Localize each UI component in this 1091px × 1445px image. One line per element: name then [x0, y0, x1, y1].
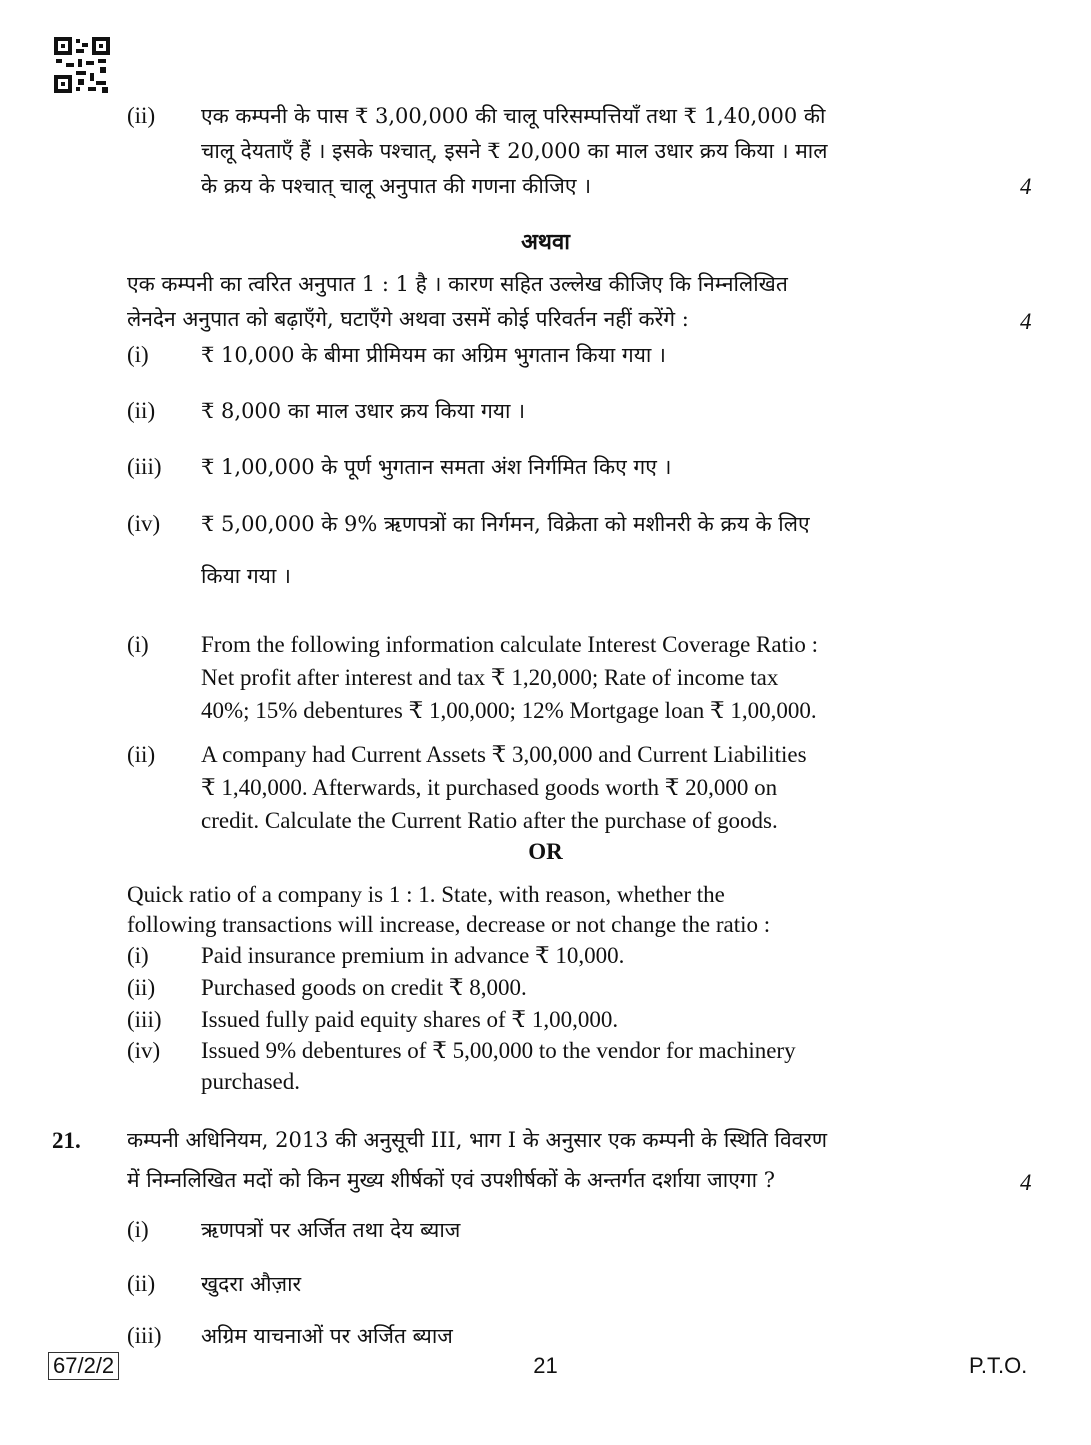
question-line: Quick ratio of a company is 1 : 1. State, with reason, whether the: [127, 882, 725, 907]
question-line: लेनदेन अनुपात को बढ़ाएँगे, घटाएँगे अथवा उसमें कोई परिवर्तन नहीं करेंगे :: [127, 307, 689, 331]
item-number: (i): [127, 632, 149, 657]
item-number: (iv): [127, 511, 161, 536]
item-number: (ii): [127, 1271, 156, 1296]
question-line: following transactions will increase, decrease or not change the ratio :: [127, 912, 771, 937]
marks: 4: [1020, 1170, 1032, 1195]
item-text: Issued fully paid equity shares of ₹ 1,00,000.: [201, 1007, 619, 1032]
question-line: के क्रय के पश्चात् चालू अनुपात की गणना कीजिए ।: [201, 174, 592, 198]
item-number: (ii): [127, 975, 156, 1000]
question-line: ₹ 1,40,000. Afterwards, it purchased goods worth ₹ 20,000 on: [201, 775, 778, 800]
item-text: ₹ 5,00,000 के 9% ऋणपत्रों का निर्गमन, विक्रेता को मशीनरी के क्रय के लिए: [201, 512, 810, 536]
question-line: एक कम्पनी के पास ₹ 3,00,000 की चालू परिसम्पत्तियाँ तथा ₹ 1,40,000 की: [201, 104, 826, 128]
item-text: खुदरा औज़ार: [201, 1272, 302, 1296]
qr-code-icon: [54, 37, 110, 93]
item-number: (i): [127, 342, 149, 367]
item-number: (i): [127, 943, 149, 968]
item-number: (ii): [127, 742, 156, 767]
item-text: अग्रिम याचनाओं पर अर्जित ब्याज: [201, 1324, 453, 1348]
item-text: Purchased goods on credit ₹ 8,000.: [201, 975, 527, 1000]
item-number: (iv): [127, 1038, 161, 1063]
or-heading-english: OR: [528, 839, 563, 864]
paper-code: 67/2/2: [48, 1352, 119, 1380]
page-number: 21: [533, 1353, 558, 1378]
item-number: (ii): [127, 398, 156, 423]
item-text: ₹ 8,000 का माल उधार क्रय किया गया ।: [201, 399, 526, 423]
question-line: Net profit after interest and tax ₹ 1,20,000; Rate of income tax: [201, 665, 779, 690]
item-text: ₹ 1,00,000 के पूर्ण भुगतान समता अंश निर्गमित किए गए ।: [201, 455, 672, 479]
or-heading-hindi: अथवा: [521, 229, 570, 255]
item-number: (iii): [127, 1007, 162, 1032]
question-line: credit. Calculate the Current Ratio after the purchase of goods.: [201, 808, 778, 833]
question-line: From the following information calculate Interest Coverage Ratio :: [201, 632, 818, 657]
item-number: (iii): [127, 1323, 162, 1348]
question-line: 40%; 15% debentures ₹ 1,00,000; 12% Mortgage loan ₹ 1,00,000.: [201, 698, 817, 723]
item-text: किया गया ।: [201, 564, 291, 588]
item-number: (i): [127, 1217, 149, 1242]
question-line: में निम्नलिखित मदों को किन मुख्य शीर्षकों एवं उपशीर्षकों के अन्तर्गत दर्शाया जाएगा ?: [127, 1168, 776, 1192]
item-text: ₹ 10,000 के बीमा प्रीमियम का अग्रिम भुगतान किया गया ।: [201, 343, 666, 367]
item-text: ऋणपत्रों पर अर्जित तथा देय ब्याज: [201, 1218, 461, 1242]
question-line: कम्पनी अधिनियम, 2013 की अनुसूची III, भाग I के अनुसार एक कम्पनी के स्थिति विवरण: [127, 1128, 828, 1152]
pto-label: P.T.O.: [969, 1353, 1028, 1378]
item-text: Paid insurance premium in advance ₹ 10,000.: [201, 943, 625, 968]
item-text: Issued 9% debentures of ₹ 5,00,000 to the vendor for machinery: [201, 1038, 796, 1063]
item-number: (iii): [127, 454, 162, 479]
item-number: (ii): [127, 103, 156, 128]
question-line: A company had Current Assets ₹ 3,00,000 and Current Liabilities: [201, 742, 807, 767]
marks: 4: [1020, 174, 1032, 199]
question-number: 21.: [52, 1128, 81, 1153]
marks: 4: [1020, 309, 1032, 334]
question-line: चालू देयताएँ हैं । इसके पश्चात्, इसने ₹ 20,000 का माल उधार क्रय किया । माल: [201, 139, 828, 163]
question-line: एक कम्पनी का त्वरित अनुपात 1 : 1 है । कारण सहित उल्लेख कीजिए कि निम्नलिखित: [127, 272, 788, 296]
item-text: purchased.: [201, 1069, 300, 1094]
